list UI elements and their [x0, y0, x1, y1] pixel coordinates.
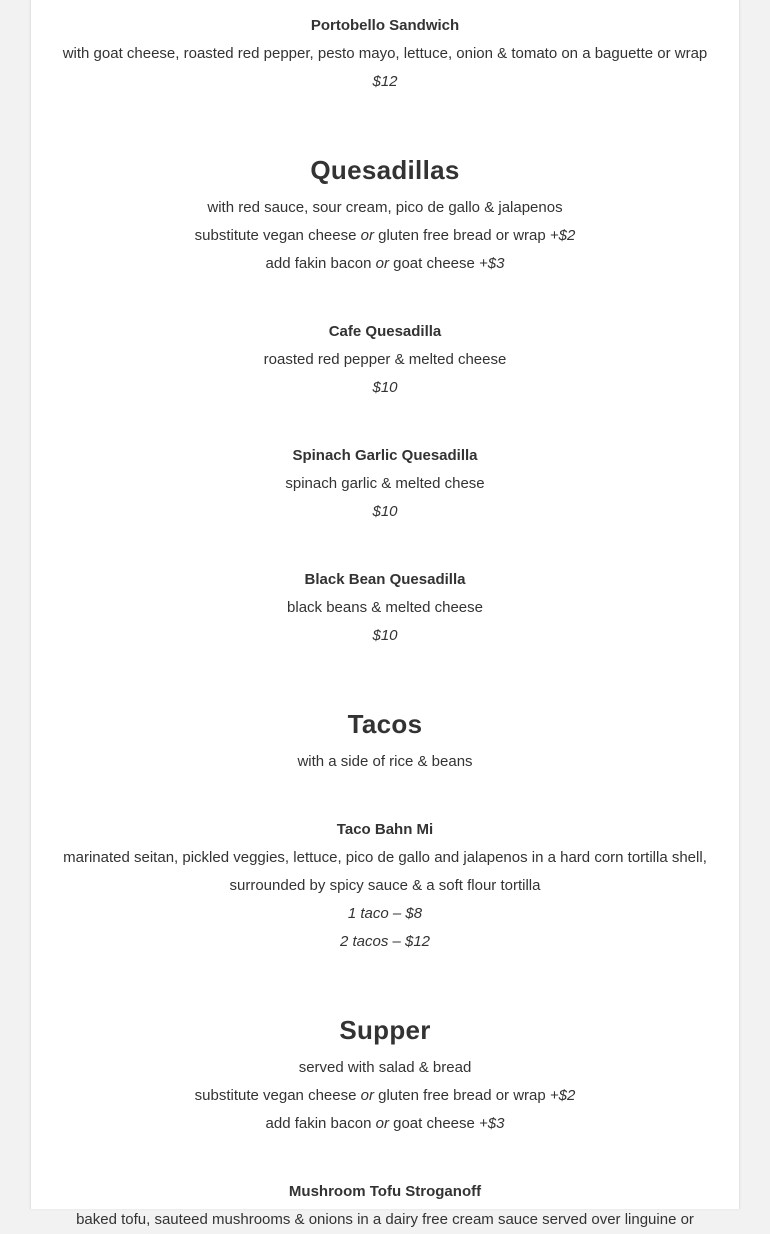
item-price: $10: [372, 379, 398, 396]
section-heading-quesadillas: Quesadillas: [310, 155, 460, 185]
item-description: black beans & melted cheese: [287, 599, 483, 616]
menu-item-black-bean-quesadilla: [31, 566, 739, 650]
item-price: $10: [372, 627, 398, 644]
item-name: Cafe Quesadilla: [328, 323, 442, 340]
section-note: with red sauce, sour cream, pico de gallo & jalapenos: [207, 199, 563, 216]
menu-item-taco-bahn-mi: [31, 816, 739, 956]
menu-content: [31, 0, 739, 1234]
menu-page: [30, 0, 740, 1228]
item-description: roasted red pepper & melted cheese: [263, 351, 507, 368]
menu-item-mushroom-tofu-stroganoff: [31, 1178, 739, 1234]
item-name: Spinach Garlic Quesadilla: [292, 447, 478, 464]
item-name: Portobello Sandwich: [310, 17, 460, 34]
section-note-addon: add fakin bacon or goat cheese +$3: [265, 255, 505, 272]
section-note: with a side of rice & beans: [297, 753, 473, 770]
item-price-single: 1 taco – $8: [347, 905, 423, 922]
section-heading-tacos: Tacos: [347, 709, 423, 739]
item-price-double: 2 tacos – $12: [339, 933, 431, 950]
menu-item-cafe-quesadilla: [31, 318, 739, 402]
item-name: Mushroom Tofu Stroganoff: [288, 1183, 482, 1200]
item-price: $10: [372, 503, 398, 520]
item-price: $12: [372, 73, 398, 90]
item-description: spinach garlic & melted chese: [285, 475, 485, 492]
item-description: baked tofu, sauteed mushrooms & onions in a dairy free cream sauce served over linguine or: [76, 1211, 694, 1228]
section-note: served with salad & bread: [298, 1059, 472, 1076]
menu-item-portobello: [31, 12, 739, 96]
section-heading-supper: Supper: [339, 1015, 431, 1045]
item-description: marinated seitan, pickled veggies, lettuce, pico de gallo and jalapenos in a hard corn tortilla shell, surrounded by spicy sauce & a soft flour tortilla: [63, 849, 707, 894]
item-description: with goat cheese, roasted red pepper, pesto mayo, lettuce, onion & tomato on a baguette or wrap: [62, 45, 708, 62]
menu-item-spinach-garlic-quesadilla: [31, 442, 739, 526]
section-note-substitute: substitute vegan cheese or gluten free bread or wrap +$2: [194, 1087, 576, 1104]
item-name: Taco Bahn Mi: [336, 821, 434, 838]
section-note-addon: add fakin bacon or goat cheese +$3: [265, 1115, 505, 1132]
item-name: Black Bean Quesadilla: [304, 571, 466, 588]
section-note-substitute: substitute vegan cheese or gluten free bread or wrap +$2: [194, 227, 576, 244]
